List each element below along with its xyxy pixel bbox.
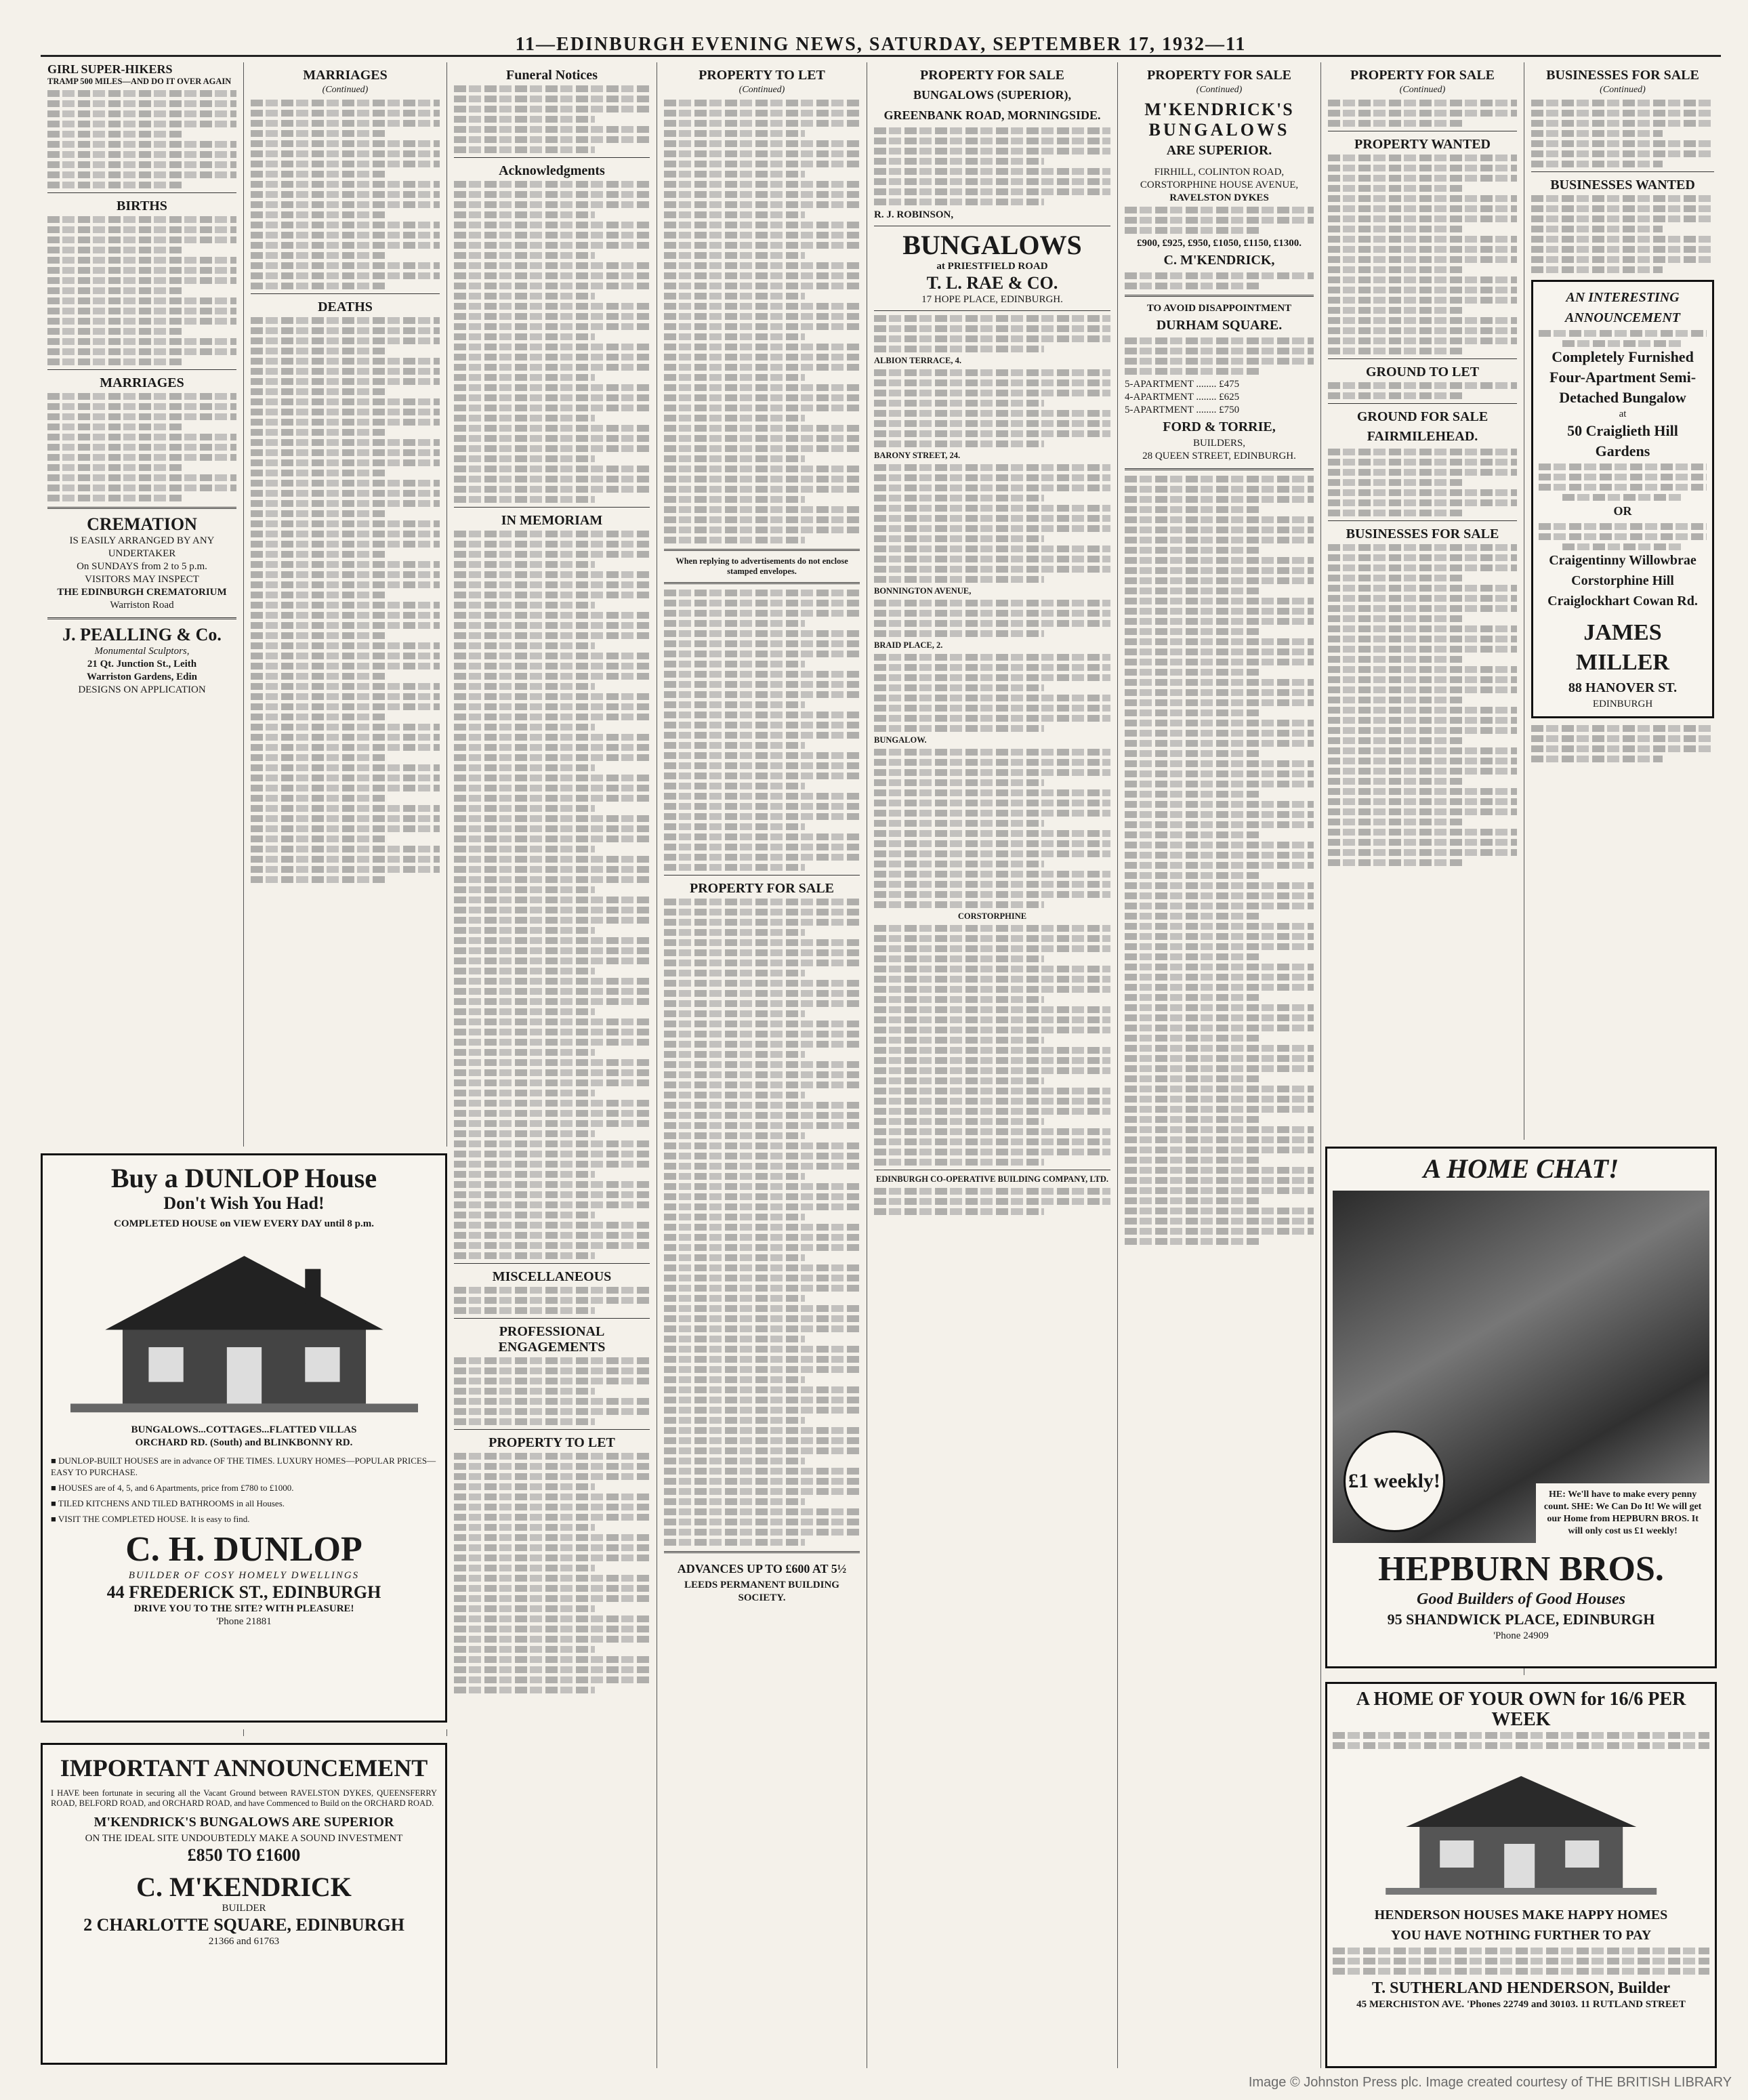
important-ad bbox=[41, 1743, 447, 2065]
apt-5a: 5-APARTMENT ........ £475 bbox=[1125, 379, 1240, 390]
miller-name: JAMES MILLER bbox=[1576, 620, 1669, 675]
for-sale-heading: PROPERTY FOR SALE bbox=[689, 881, 835, 896]
cremation-line-3: VISITORS MAY INSPECT bbox=[85, 574, 199, 585]
important-builder: BUILDER bbox=[222, 1903, 266, 1914]
interesting-announcement-ad bbox=[1531, 280, 1714, 718]
bungalow-ad: BUNGALOW. bbox=[874, 735, 927, 745]
important-ad-wrap bbox=[41, 1736, 447, 2068]
masthead: 11—EDINBURGH EVENING NEWS, SATURDAY, SEPTEMBER 17, 1932—11 bbox=[41, 34, 1721, 57]
robinson-name: R. J. ROBINSON, bbox=[874, 209, 954, 220]
dunlop-bullet-4: ■ VISIT THE COMPLETED HOUSE. It is easy to find. bbox=[51, 1513, 437, 1525]
column-4 bbox=[657, 62, 867, 2068]
col6-sub: (Continued) bbox=[1196, 85, 1243, 95]
leeds-text: LEEDS PERMANENT BUILDING SOCIETY. bbox=[684, 1580, 839, 1603]
disappointment-1: TO AVOID DISAPPOINTMENT bbox=[1146, 303, 1292, 314]
henderson-title: A HOME OF YOUR OWN for 16/6 PER WEEK bbox=[1356, 1689, 1686, 1730]
businesses-wanted-heading: BUSINESSES WANTED bbox=[1550, 178, 1695, 192]
cremation-line-1: IS EASILY ARRANGED BY ANY UNDERTAKER bbox=[69, 535, 215, 559]
property-wanted-heading: PROPERTY WANTED bbox=[1354, 137, 1491, 152]
henderson-ad-wrap bbox=[1321, 1675, 1721, 2068]
dunlop-sub: Don't Wish You Had! bbox=[163, 1193, 325, 1213]
mkendrick-sites: FIRHILL, COLINTON ROAD, CORSTORPHINE HOUSE AVENUE, bbox=[1140, 167, 1299, 190]
dunlop-types: BUNGALOWS...COTTAGES...FLATTED VILLAS bbox=[131, 1424, 357, 1435]
dunlop-bullets bbox=[51, 1455, 437, 1525]
dunlop-phone: 'Phone 21881 bbox=[216, 1616, 272, 1627]
henderson-address: 45 MERCHISTON AVE. 'Phones 22749 and 30103. 11 RUTLAND STREET bbox=[1356, 1999, 1686, 2010]
marriages-cont-sub: (Continued) bbox=[322, 85, 369, 95]
important-phone: 21366 and 61763 bbox=[208, 1936, 280, 1947]
acknowledgments-heading: Acknowledgments bbox=[499, 163, 605, 178]
deaths-heading: DEATHS bbox=[318, 300, 373, 314]
henderson-name: T. SUTHERLAND HENDERSON, Builder bbox=[1371, 1979, 1671, 1997]
to-let-heading: PROPERTY TO LET bbox=[488, 1435, 615, 1450]
hepburn-dialog: HE: We'll have to make every penny count. SHE: We Can Do It! We will get our Home from HEPBURN BROS. It will only cost us £1 weekly! bbox=[1536, 1483, 1709, 1543]
coop-ad: EDINBURGH CO-OPERATIVE BUILDING COMPANY, LTD. bbox=[875, 1174, 1109, 1184]
ford-torrie: FORD & TORRIE, bbox=[1163, 419, 1276, 434]
barony-street: BARONY STREET, 24. bbox=[874, 451, 961, 460]
col6-heading: PROPERTY FOR SALE bbox=[1146, 68, 1292, 83]
durham-square: DURHAM SQUARE. bbox=[1156, 318, 1283, 333]
hepburn-name: HEPBURN BROS. bbox=[1378, 1550, 1664, 1588]
important-title: IMPORTANT ANNOUNCEMENT bbox=[60, 1754, 428, 1782]
replying-notice: When replying to advertisements do not enclose stamped envelopes. bbox=[675, 556, 848, 576]
ground-to-let-heading: GROUND TO LET bbox=[1365, 365, 1480, 379]
dunlop-bullet-1: ■ DUNLOP-BUILT HOUSES are in advance OF THE TIMES. LUXURY HOMES—POPULAR PRICES—EASY TO PURCHASE. bbox=[51, 1455, 437, 1478]
hepburn-phone: 'Phone 24909 bbox=[1493, 1630, 1549, 1641]
column-5 bbox=[867, 62, 1118, 2068]
int-line-6: OR bbox=[1613, 504, 1632, 518]
house-illustration bbox=[70, 1237, 418, 1414]
dunlop-address: 44 FREDERICK ST., EDINBURGH bbox=[106, 1582, 381, 1602]
misc-heading: MISCELLANEOUS bbox=[492, 1269, 612, 1284]
fairmilehead: FAIRMILEHEAD. bbox=[1367, 429, 1478, 444]
col8-heading: BUSINESSES FOR SALE bbox=[1546, 68, 1699, 83]
pealling-line-1: Monumental Sculptors, bbox=[94, 646, 190, 657]
dunlop-ad-wrap bbox=[41, 1147, 447, 1729]
dunlop-ad bbox=[41, 1153, 447, 1723]
important-name: C. M'KENDRICK bbox=[136, 1872, 352, 1902]
story-subtitle: TRAMP 500 MILES—AND DO IT OVER AGAIN bbox=[47, 77, 232, 86]
story-title: GIRL SUPER-HIKERS bbox=[47, 62, 173, 76]
apt-4: 4-APARTMENT ........ £625 bbox=[1125, 392, 1240, 403]
apt-5b: 5-APARTMENT ........ £750 bbox=[1125, 405, 1240, 415]
dunlop-roads: ORCHARD RD. (South) and BLINKBONNY RD. bbox=[135, 1437, 353, 1448]
mkendrick-prices: £900, £925, £950, £1050, £1150, £1300. bbox=[1137, 238, 1302, 249]
rae-address: 17 HOPE PLACE, EDINBURGH. bbox=[921, 294, 1063, 305]
column-3 bbox=[447, 62, 657, 2068]
int-line-3: Completely Furnished Four-Apartment Semi-Detached Bungalow bbox=[1549, 348, 1697, 406]
newspaper-page bbox=[41, 62, 1721, 2068]
cremation-line-2: On SUNDAYS from 2 to 5 p.m. bbox=[77, 561, 207, 572]
henderson-house-illustration bbox=[1352, 1759, 1690, 1895]
hepburn-address: 95 SHANDWICK PLACE, EDINBURGH bbox=[1387, 1611, 1655, 1628]
col7-sub: (Continued) bbox=[1399, 85, 1446, 95]
mkendrick-name: C. M'KENDRICK, bbox=[1163, 253, 1275, 268]
ford-address: 28 QUEEN STREET, EDINBURGH. bbox=[1142, 451, 1296, 461]
dunlop-bullet-2: ■ HOUSES are of 4, 5, and 6 Apartments, price from £780 to £1000. bbox=[51, 1482, 437, 1494]
henderson-line-1: HENDERSON HOUSES MAKE HAPPY HOMES bbox=[1374, 1908, 1668, 1922]
cremation-line-5: Warriston Road bbox=[110, 600, 174, 611]
dunlop-view: COMPLETED HOUSE on VIEW EVERY DAY until 8 p.m. bbox=[113, 1218, 374, 1229]
professional-heading: PROFESSIONAL ENGAGEMENTS bbox=[498, 1324, 606, 1355]
marriages-heading: MARRIAGES bbox=[100, 375, 184, 390]
int-line-7: Craigentinny Willowbrae Corstorphine Hill Craiglockhart Cowan Rd. bbox=[1547, 553, 1698, 609]
pealling-line-2: 21 Qt. Junction St., Leith bbox=[87, 659, 197, 670]
pealling-line-4: DESIGNS ON APPLICATION bbox=[78, 684, 206, 695]
memoriam-heading: IN MEMORIAM bbox=[501, 513, 603, 528]
ravelston-dykes: RAVELSTON DYKES bbox=[1169, 192, 1269, 203]
greenbank-ad: BUNGALOWS (SUPERIOR), GREENBANK ROAD, MORNINGSIDE. bbox=[883, 88, 1101, 122]
mkendrick-2: BUNGALOWS bbox=[1148, 120, 1290, 140]
col8-sub: (Continued) bbox=[1600, 85, 1646, 95]
miller-address: 88 HANOVER ST. bbox=[1568, 680, 1678, 695]
bungalows-title: BUNGALOWS bbox=[902, 230, 1082, 260]
column-6 bbox=[1118, 62, 1321, 2068]
dunlop-name: C. H. DUNLOP bbox=[125, 1530, 362, 1569]
dunlop-bullet-3: ■ TILED KITCHENS AND TILED BATHROOMS in all Houses. bbox=[51, 1498, 437, 1509]
pealling-ad bbox=[47, 625, 236, 697]
advances-text: ADVANCES UP TO £600 AT 5½ bbox=[677, 1562, 847, 1576]
mkendrick-3: ARE SUPERIOR. bbox=[1166, 143, 1272, 158]
cremation-line-4: THE EDINBURGH CREMATORIUM bbox=[57, 587, 227, 598]
int-line-2: ANNOUNCEMENT bbox=[1564, 310, 1681, 325]
home-chat-title: A HOME CHAT! bbox=[1423, 1153, 1619, 1184]
births-heading: BIRTHS bbox=[117, 199, 167, 213]
to-let-cont-heading: PROPERTY TO LET bbox=[699, 68, 825, 83]
ground-for-sale-heading: GROUND FOR SALE bbox=[1356, 409, 1489, 424]
col7-heading: PROPERTY FOR SALE bbox=[1350, 68, 1495, 83]
ford-builders: BUILDERS, bbox=[1192, 438, 1246, 449]
to-let-cont-sub: (Continued) bbox=[738, 85, 785, 95]
albion-terrace: ALBION TERRACE, 4. bbox=[874, 356, 961, 365]
priestfield-road: at PRIESTFIELD ROAD bbox=[936, 261, 1048, 272]
int-line-5: 50 Craiglieth Hill Gardens bbox=[1567, 422, 1678, 459]
dunlop-drive: DRIVE YOU TO THE SITE? WITH PLEASURE! bbox=[133, 1603, 354, 1614]
hepburn-line: Good Builders of Good Houses bbox=[1416, 1590, 1626, 1608]
col5-heading: PROPERTY FOR SALE bbox=[919, 68, 1065, 83]
image-credit: Image © Johnston Press plc. Image created courtesy of THE BRITISH LIBRARY bbox=[1248, 2075, 1732, 2090]
important-tag: M'KENDRICK'S BUNGALOWS ARE SUPERIOR bbox=[93, 1815, 394, 1830]
hepburn-ad-wrap bbox=[1321, 1140, 1721, 1668]
businesses-for-sale-heading: BUSINESSES FOR SALE bbox=[1346, 527, 1499, 541]
henderson-ad bbox=[1325, 1682, 1717, 2068]
marriages-cont-heading: MARRIAGES bbox=[303, 68, 388, 83]
miller-city: EDINBURGH bbox=[1592, 699, 1653, 709]
dunlop-line: BUILDER OF COSY HOMELY DWELLINGS bbox=[128, 1570, 360, 1581]
braid-place: BRAID PLACE, 2. bbox=[874, 640, 943, 650]
int-line-4: at bbox=[1619, 409, 1627, 419]
pealling-line-3: Warriston Gardens, Edin bbox=[87, 672, 197, 682]
dunlop-title: Buy a DUNLOP House bbox=[110, 1163, 377, 1193]
cremation-ad bbox=[47, 514, 236, 612]
couple-photo bbox=[1333, 1191, 1709, 1543]
cremation-title: CREMATION bbox=[87, 514, 197, 534]
mkendrick-1: M'KENDRICK'S bbox=[1144, 100, 1294, 119]
rae-name: T. L. RAE & CO. bbox=[926, 273, 1058, 293]
pealling-name: J. PEALLING & Co. bbox=[62, 625, 222, 644]
corstorphine-ad: CORSTORPHINE bbox=[957, 911, 1027, 921]
important-body: I HAVE been fortunate in securing all the Vacant Ground between RAVELSTON DYKES, QUEENSFERRY ROAD, BELFORD ROAD, and ORCHARD ROAD, and have Commenced to Build on the ORCHARD ROAD. bbox=[51, 1788, 437, 1808]
int-line-1: AN INTERESTING bbox=[1566, 290, 1680, 305]
pound-weekly-badge: £1 weekly! bbox=[1344, 1430, 1445, 1532]
important-address: 2 CHARLOTTE SQUARE, EDINBURGH bbox=[83, 1915, 404, 1935]
important-prices: £850 TO £1600 bbox=[187, 1845, 301, 1865]
henderson-line-2: YOU HAVE NOTHING FURTHER TO PAY bbox=[1390, 1928, 1652, 1943]
important-site: ON THE IDEAL SITE UNDOUBTEDLY MAKE A SOUND INVESTMENT bbox=[85, 1833, 403, 1844]
hepburn-ad bbox=[1325, 1147, 1717, 1668]
funeral-heading: Funeral Notices bbox=[506, 68, 598, 83]
bonnington-avenue: BONNINGTON AVENUE, bbox=[874, 586, 972, 596]
